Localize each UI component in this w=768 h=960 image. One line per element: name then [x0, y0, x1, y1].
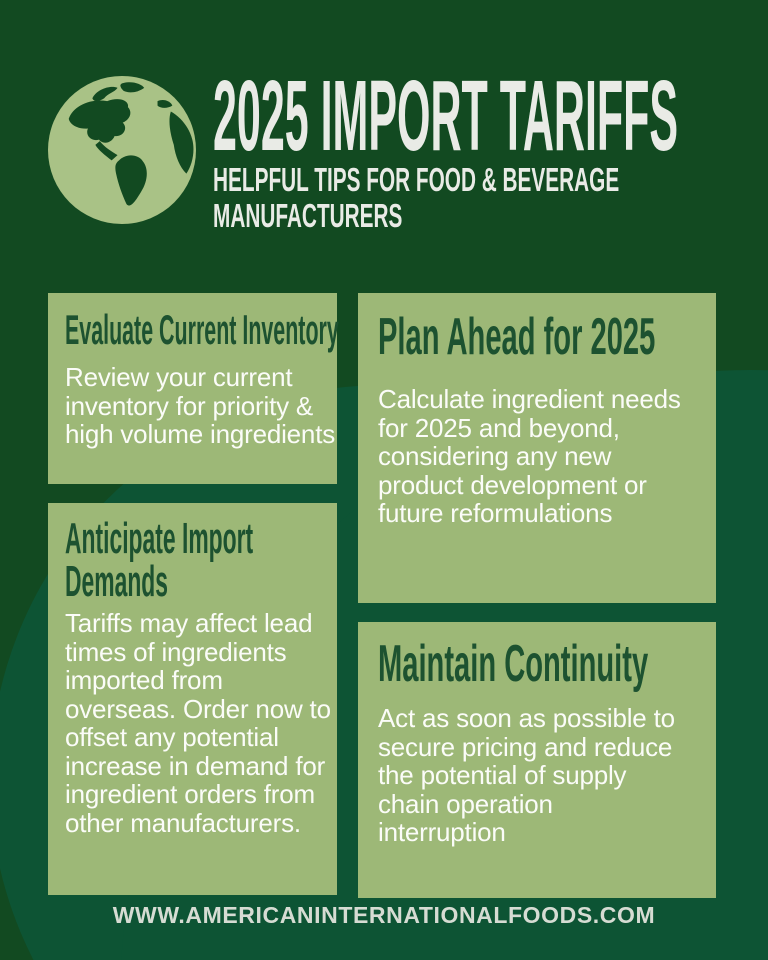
subtitle-line-1: HELPFUL TIPS FOR FOOD & BEVERAGE [213, 161, 620, 198]
card-evaluate-current-inventory [48, 293, 337, 484]
card-title: Maintain Continuity [378, 635, 649, 693]
subtitle-line-2: MANUFACTURERS [213, 197, 403, 234]
card-body: Calculate ingredient needs for 2025 and beyond, considering any new product development or future reformulations [378, 384, 681, 528]
card-maintain-continuity [358, 622, 716, 898]
page-title: 2025 IMPORT TARIFFS [213, 60, 679, 172]
page-subtitle [213, 162, 619, 234]
card-body: Tariffs may affect lead times of ingredients imported from overseas. Order now to offset any potential increase in demand for ingredient orders from other manufacturers. [65, 608, 331, 838]
card-body: Review your current inventory for priority & high volume ingredients [65, 362, 336, 449]
card-plan-ahead-for-2025 [358, 293, 716, 603]
card-title: Evaluate Current Inventory [65, 306, 339, 353]
card-body: Act as soon as possible to secure pricing and reduce the potential of supply chain operation interruption [378, 703, 675, 847]
globe-icon [48, 76, 196, 224]
card-title: Anticipate Import Demands [65, 514, 254, 606]
website-url: WWW.AMERICANINTERNATIONALFOODS.COM [112, 902, 656, 928]
card-anticipate-import-demands [48, 503, 337, 895]
card-title: Plan Ahead for 2025 [378, 308, 656, 366]
